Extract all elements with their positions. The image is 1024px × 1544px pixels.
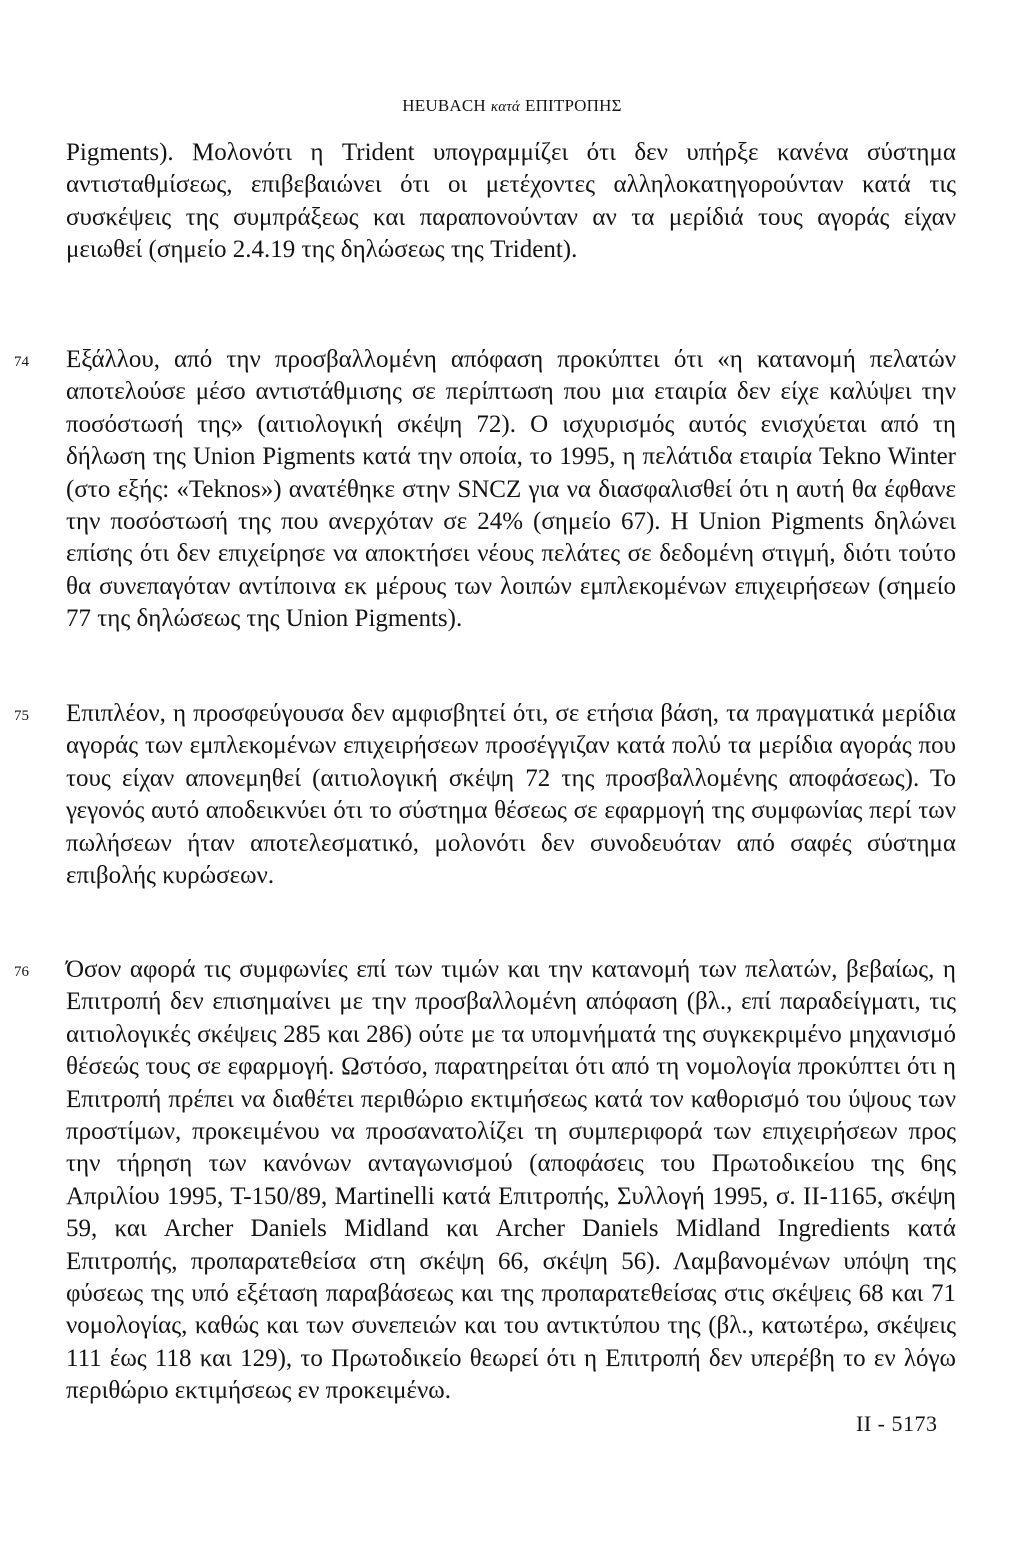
paragraph-number: 74 — [14, 354, 29, 370]
paragraph-text: Επιπλέον, η προσφεύγουσα δεν αμφισβητεί ότι, σε ετήσια βάση, τα πραγματικά μερίδια αγοράς των εμπλεκομένων επιχειρήσεων προσέγγιζαν κατά πολύ τα μερίδια αγοράς που τους είχαν απονεμηθεί (αιτιολογική σκέψη 72 της προσβαλλομένης αποφάσεως). Το γεγονός αυτό αποδεικνύει ότι το σύστημα θέσεως σε εφαρμογή της συμφωνίας περί των πωλήσεων ήταν αποτελεσματικό, μολονότι δεν συνοδευόταν από σαφές σύστημα επιβολής κυρώσεων. — [66, 700, 956, 890]
header-versus: κατά — [490, 99, 520, 115]
paragraph-text: Εξάλλου, από την προσβαλλομένη απόφαση προκύπτει ότι «η κατανομή πελατών αποτελούσε μέσο αντιστάθμισης σε περίπτωση που μια εταιρία δεν είχε καλύψει την ποσόστωσή της» (αιτιολογική σκέψη 72). Ο ισχυρισμός αυτός ενισχύεται από τη δήλωση της Union Pigments κατά την οποία, το 1995, η πελάτιδα εταιρία Tekno Winter (στο εξής: «Teknos») ανατέθηκε στην SNCZ για να διασφαλισθεί ότι η αυτή θα έφθανε την ποσόστωσή της που ανερχόταν σε 24% (σημείο 67). Η Union Pigments δηλώνει επίσης ότι δεν επιχείρησε να αποκτήσει νέους πελάτες σε δεδομένη στιγμή, διότι τούτο θα συνεπαγόταν αντίποινα εκ μέρους των λοιπών εμπλεκομένων επιχειρήσεων (σημείο 77 της δηλώσεως της Union Pigments). — [66, 346, 956, 633]
page-number: II - 5173 — [856, 1411, 938, 1436]
running-header — [0, 96, 1024, 116]
header-party-1: HEUBACH — [402, 96, 486, 115]
paragraph-number: 76 — [14, 964, 29, 980]
header-party-2: ΕΠΙΤΡΟΠΗΣ — [525, 96, 622, 115]
paragraph-text: Pigments). Μολονότι η Trident υπογραμμίζει ότι δεν υπήρξε κανένα σύστημα αντισταθμίσεως, επιβεβαιώνει ότι οι μετέχοντες αλληλοκατηγορούνταν κατά τις συσκέψεις της συμπράξεως και παραπονούνταν αν τα μερίδιά τους αγοράς είχαν μειωθεί (σημείο 2.4.19 της δηλώσεως της Trident). — [66, 139, 956, 264]
paragraph-number: 75 — [14, 708, 29, 724]
paragraph-text: Όσον αφορά τις συμφωνίες επί των τιμών και την κατανομή των πελατών, βεβαίως, η Επιτροπή δεν επισημαίνει με την προσβαλλομένη απόφαση (βλ., επί παραδείγματι, τις αιτιολογικές σκέψεις 285 και 286) ούτε με τα υπομνήματά της συγκεκριμένο μηχανισμό θέσεώς τους σε εφαρμογή. Ωστόσο, παρατηρείται ότι από τη νομολογία προκύπτει ότι η Επιτροπή πρέπει να διαθέτει περιθώριο εκτιμήσεως κατά τον καθορισμό του ύψους των προστίμων, προκειμένου να προσανατολίζει τη συμπεριφορά των επιχειρήσεων προς την τήρηση των κανόνων ανταγωνισμού (αποφάσεις του Πρωτοδικείου της 6ης Απριλίου 1995, Τ-150/89, Martinelli κατά Επιτροπής, Συλλογή 1995, σ. ΙΙ-1165, σκέψη 59, και Archer Daniels Midland και Archer Daniels Midland Ingredients κατά Επιτροπής, προπαρατεθείσα στη σκέψη 66, σκέψη 56). Λαμβανομένων υπόψη της φύσεως της υπό εξέταση παραβάσεως και της προπαρατεθείσας στις σκέψεις 68 και 71 νομολογίας, καθώς και των συνεπειών και του αντικτύπου της (βλ., κατωτέρω, σκέψεις 111 έως 118 και 129), το Πρωτοδικείο θεωρεί ότι η Επιτροπή δεν υπερέβη το εν λόγω περιθώριο εκτιμήσεως εν προκειμένω. — [66, 956, 956, 1405]
